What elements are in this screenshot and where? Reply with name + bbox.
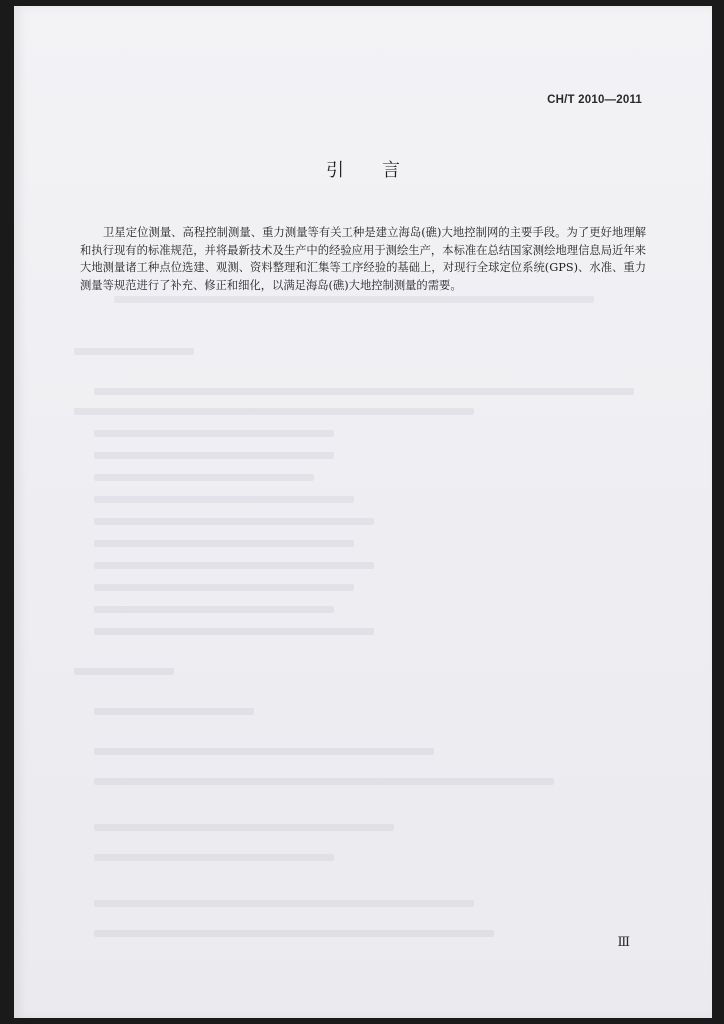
section-title: 引言 <box>326 160 438 181</box>
bleed-through-text <box>74 296 642 946</box>
intro-paragraph: 卫星定位测量、高程控制测量、重力测量等有关工种是建立海岛(礁)大地控制网的主要手段。为了更好地理解和执行现有的标准规范，并将最新技术及生产中的经验应用于测绘生产，本标准在总结国家测绘地理信息局近年来大地测量诸工种点位选建、观测、资料整理和汇集等工序经验的基础上，对现行全球定位系统(GPS)、水准、重力测量等规范进行了补充、修正和细化，以满足海岛(礁)大地控制测量的需要。 <box>80 226 646 292</box>
standard-code: CH/T 2010—2011 <box>547 94 642 106</box>
document-page <box>14 6 712 1018</box>
page-number: Ⅲ <box>617 935 630 950</box>
